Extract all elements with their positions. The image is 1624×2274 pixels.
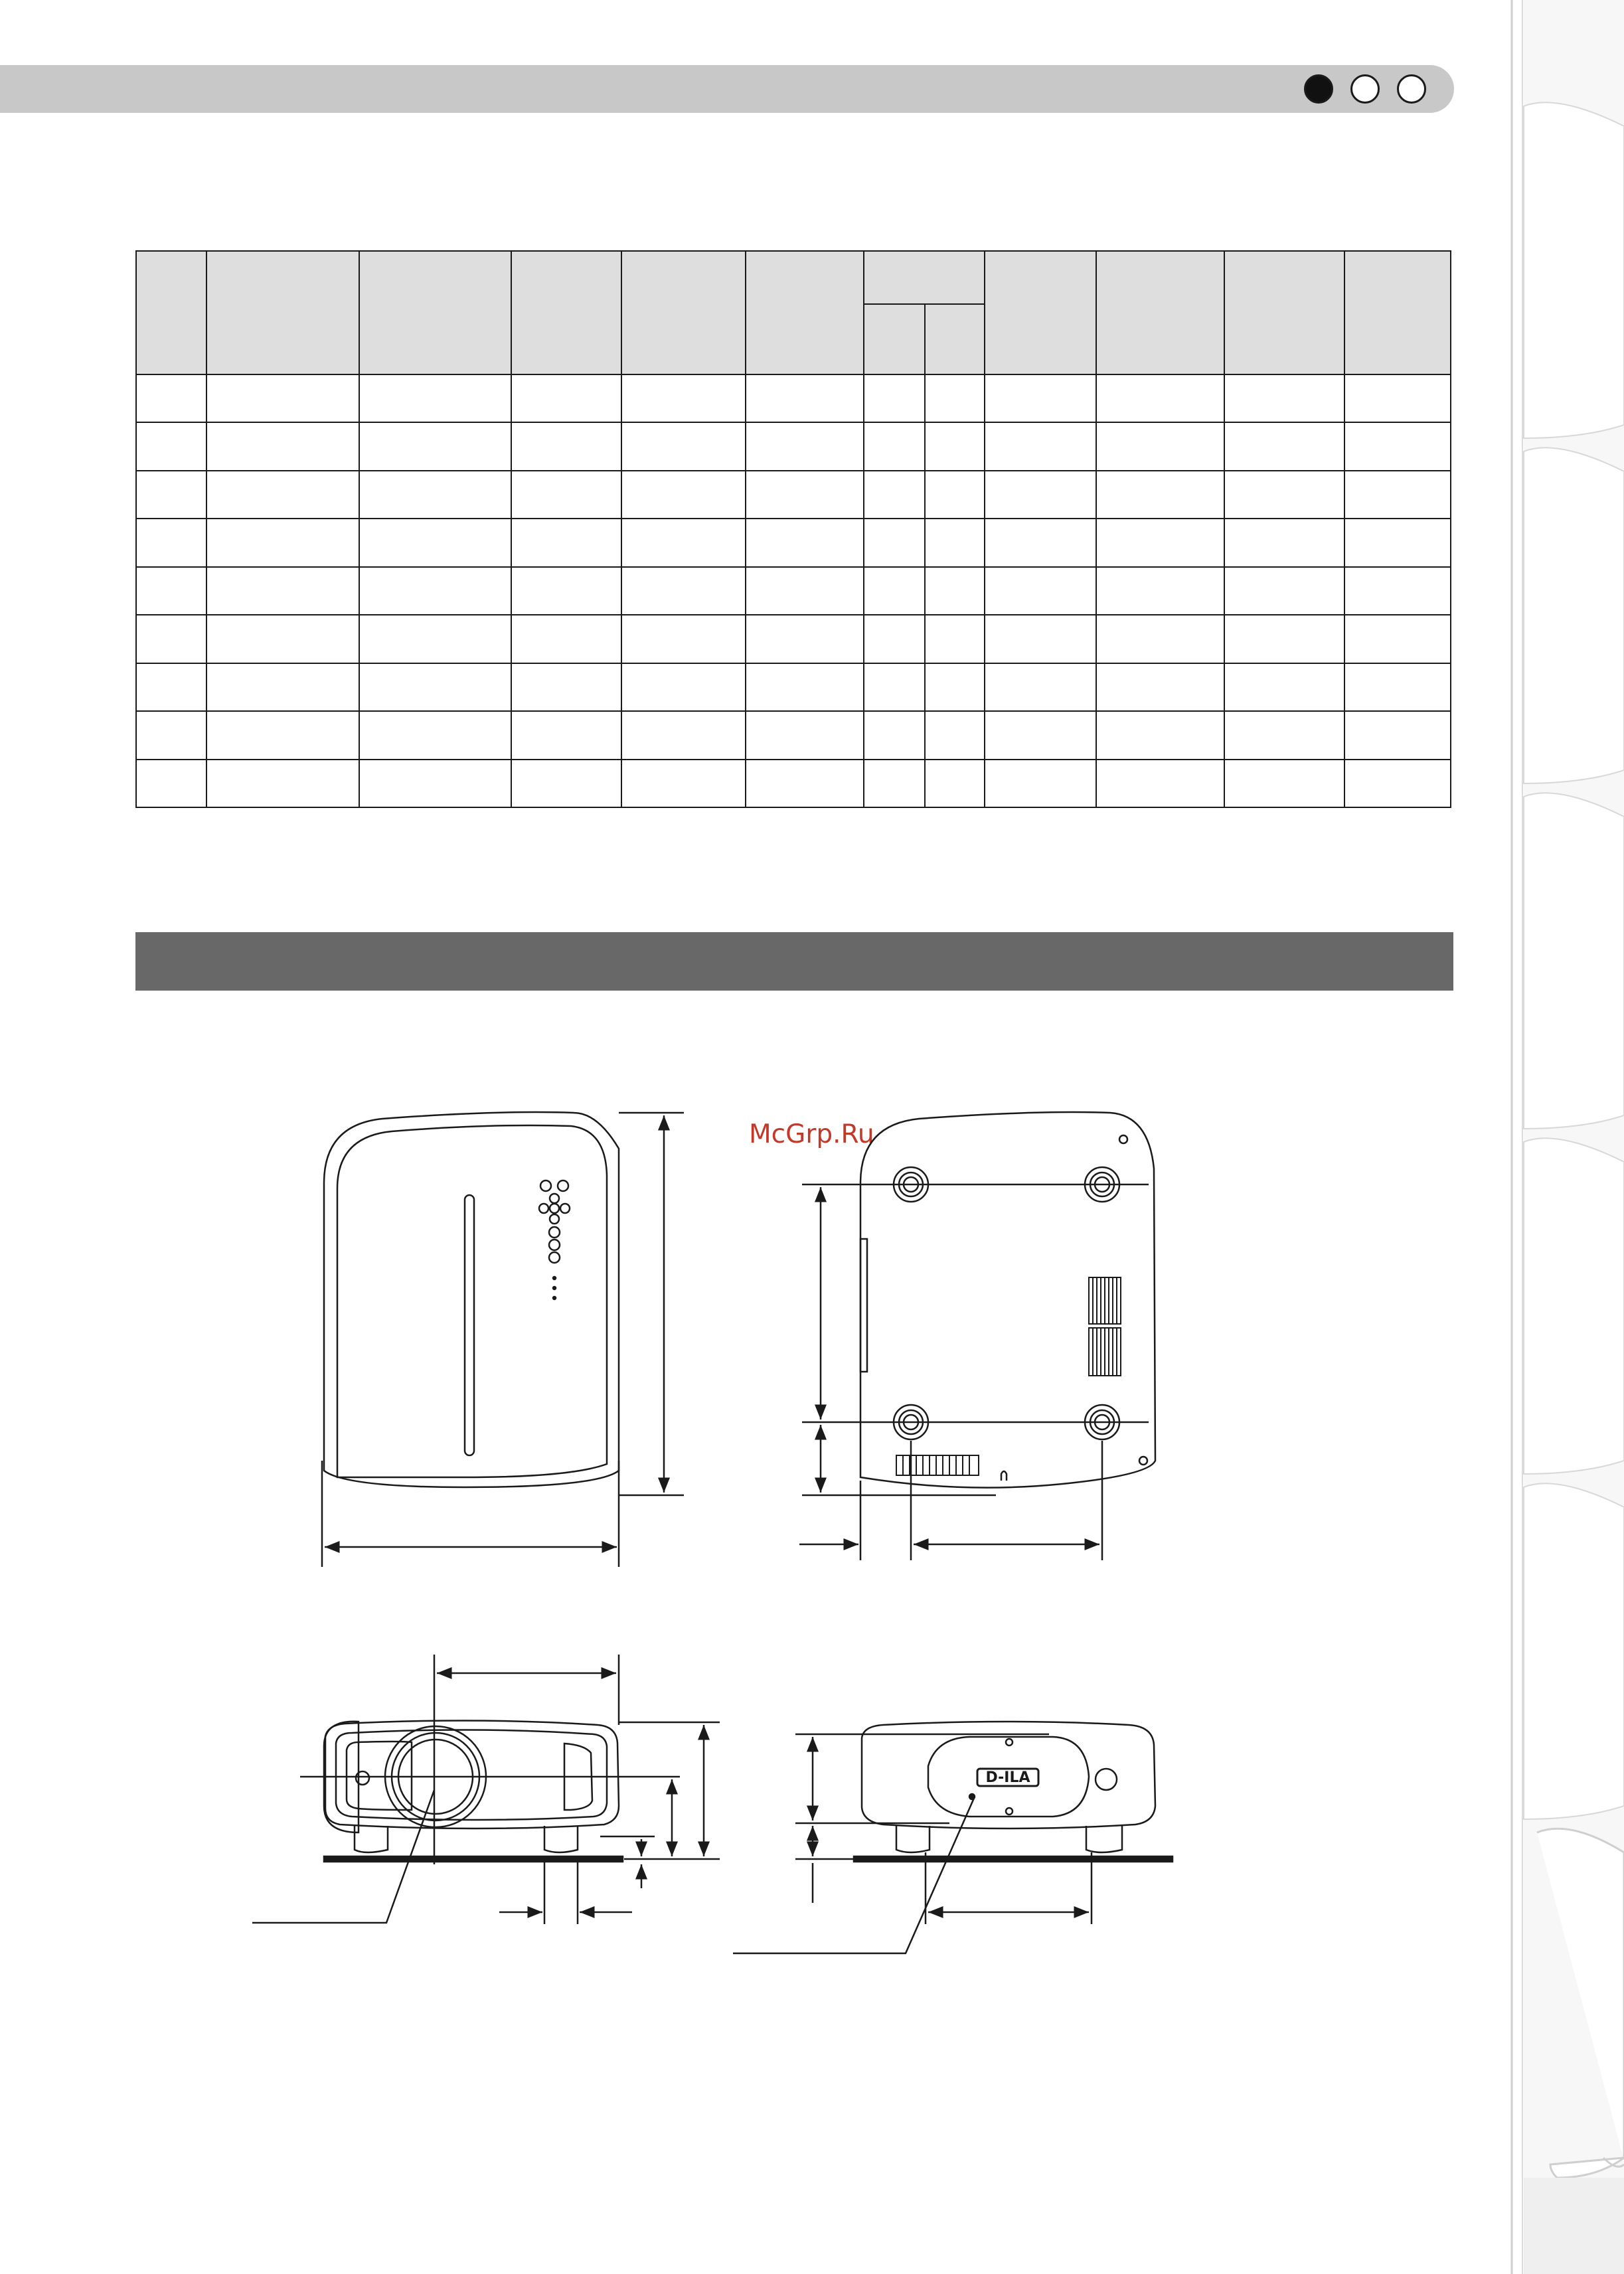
bottom-view-drawing [799,1112,1155,1560]
control-buttons-icon [539,1180,570,1299]
svg-text:D-ILA: D-ILA [985,1769,1030,1786]
dila-logo [977,1769,1038,1786]
vent-grille-icon [1089,1277,1121,1376]
top-view-drawing [322,1112,684,1567]
front-view-drawing [252,1655,720,1924]
rear-view-drawing [733,1722,1173,1953]
rear-port-icon [1096,1769,1117,1790]
rear-vent-icon [896,1455,979,1475]
watermark-text: McGrp.Ru [749,1119,874,1149]
